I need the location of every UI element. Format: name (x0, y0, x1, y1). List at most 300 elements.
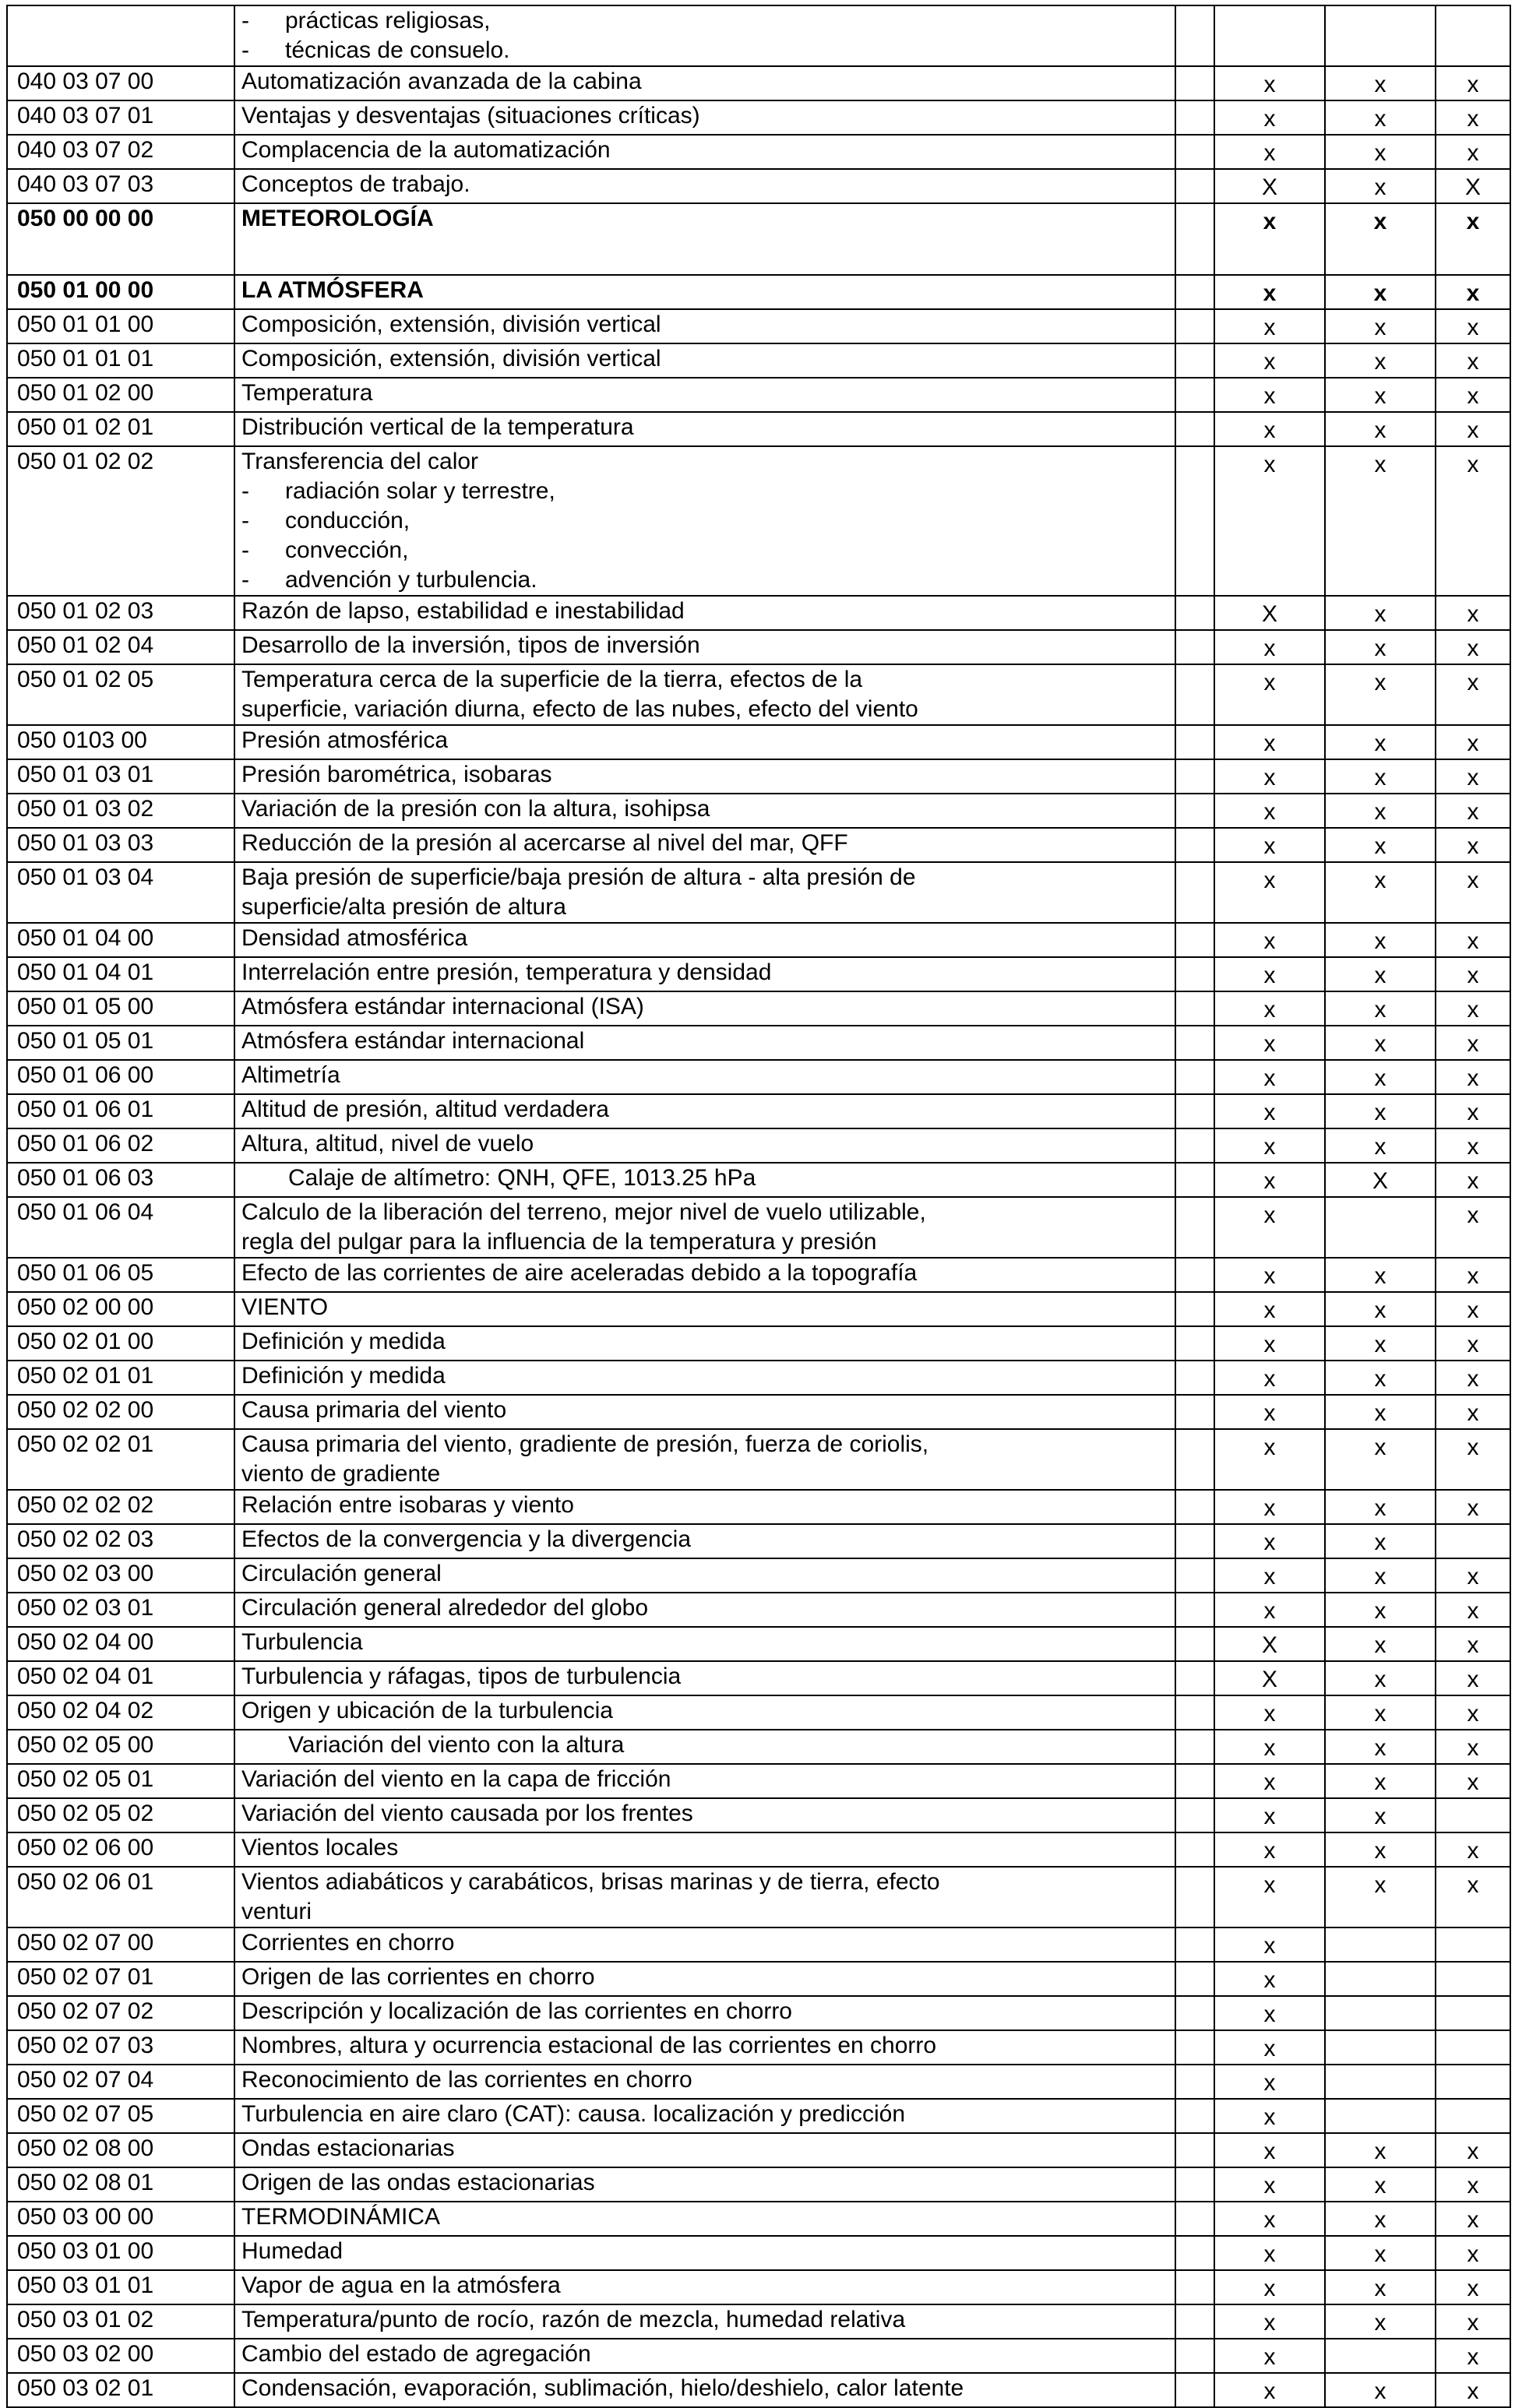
mark-cell-2: x (1325, 1395, 1436, 1429)
spacer-cell (1175, 309, 1214, 343)
spacer-cell (1175, 275, 1214, 309)
spacer-cell (1175, 2236, 1214, 2270)
spacer-cell (1175, 1661, 1214, 1695)
table-row (7, 2167, 1510, 2202)
description-line: Definición y medida (241, 1363, 446, 1389)
description-line: Vapor de agua en la atmósfera (241, 2272, 561, 2298)
mark-cell-2: x (1325, 1128, 1436, 1163)
mark-cell-3: x (1436, 1764, 1510, 1798)
spacer-cell (1175, 66, 1214, 100)
mark-cell-2: x (1325, 759, 1436, 794)
mark-cell-1: x (1214, 1927, 1325, 1962)
mark-cell-3: x (1436, 1197, 1510, 1258)
description-line: Interrelación entre presión, temperatura y densidad (241, 959, 772, 985)
description-line: LA ATMÓSFERA (241, 277, 424, 303)
item-description (234, 135, 1175, 169)
item-description (234, 66, 1175, 100)
mark-cell-1: x (1214, 2202, 1325, 2236)
mark-cell-1: X (1214, 1627, 1325, 1661)
mark-cell-2: x (1325, 1867, 1436, 1927)
item-code: 050 03 02 01 (7, 2373, 234, 2407)
mark-cell-3 (1436, 2065, 1510, 2099)
item-code: 050 02 02 03 (7, 1524, 234, 1558)
mark-cell-2 (1325, 1962, 1436, 1996)
mark-cell-1 (1214, 5, 1325, 66)
description-line: Temperatura/punto de rocío, razón de mezcla, humedad relativa (241, 2307, 906, 2332)
mark-cell-1: x (1214, 1730, 1325, 1764)
description-line: Descripción y localización de las corrientes en chorro (241, 1998, 792, 2024)
spacer-cell (1175, 630, 1214, 664)
table-row (7, 1962, 1510, 1996)
spacer-cell (1175, 794, 1214, 828)
table-row (7, 378, 1510, 412)
description-line: TERMODINÁMICA (241, 2204, 440, 2230)
mark-cell-2 (1325, 2065, 1436, 2099)
item-code: 050 02 01 01 (7, 1361, 234, 1395)
item-code: 050 02 02 02 (7, 1490, 234, 1524)
table-row (7, 1730, 1510, 1764)
description-line: - convección, (241, 537, 409, 563)
description-line: Vientos locales (241, 1835, 399, 1861)
item-code: 050 02 04 00 (7, 1627, 234, 1661)
mark-cell-1: x (1214, 1326, 1325, 1361)
description-line: Turbulencia (241, 1629, 363, 1655)
mark-cell-2 (1325, 1927, 1436, 1962)
description-line: Variación del viento causada por los frentes (241, 1801, 693, 1826)
syllabus-table-body (7, 5, 1510, 2407)
mark-cell-1: x (1214, 1292, 1325, 1326)
mark-cell-1: X (1214, 596, 1325, 630)
mark-cell-3 (1436, 1927, 1510, 1962)
item-code: 050 03 02 00 (7, 2339, 234, 2373)
item-description (234, 991, 1175, 1026)
mark-cell-3: x (1436, 446, 1510, 596)
spacer-cell (1175, 1962, 1214, 1996)
description-line: Altura, altitud, nivel de vuelo (241, 1131, 534, 1156)
table-row (7, 343, 1510, 378)
syllabus-table (6, 5, 1511, 2408)
item-description (234, 1361, 1175, 1395)
item-description (234, 2373, 1175, 2407)
description-line: superficie/alta presión de altura (241, 894, 566, 920)
item-code: 050 01 02 04 (7, 630, 234, 664)
item-code: 050 02 04 02 (7, 1695, 234, 1730)
mark-cell-3: X (1436, 169, 1510, 203)
mark-cell-3: x (1436, 1128, 1510, 1163)
description-line: Condensación, evaporación, sublimación, hielo/deshielo, calor latente (241, 2375, 964, 2401)
spacer-cell (1175, 412, 1214, 446)
item-description (234, 309, 1175, 343)
spacer-cell (1175, 1361, 1214, 1395)
mark-cell-3: x (1436, 725, 1510, 759)
mark-cell-2: x (1325, 1429, 1436, 1490)
mark-cell-1: x (1214, 1832, 1325, 1867)
spacer-cell (1175, 664, 1214, 725)
mark-cell-3: x (1436, 759, 1510, 794)
mark-cell-3: x (1436, 1094, 1510, 1128)
mark-cell-2: x (1325, 664, 1436, 725)
table-row (7, 2270, 1510, 2304)
description-line: Distribución vertical de la temperatura (241, 414, 634, 440)
spacer-cell (1175, 2373, 1214, 2407)
mark-cell-3: x (1436, 1867, 1510, 1927)
mark-cell-2: x (1325, 1593, 1436, 1627)
description-line: Altitud de presión, altitud verdadera (241, 1097, 609, 1122)
mark-cell-1: x (1214, 1962, 1325, 1996)
table-row (7, 5, 1510, 66)
item-description (234, 596, 1175, 630)
description-line: Desarrollo de la inversión, tipos de inversión (241, 632, 700, 658)
table-row (7, 1429, 1510, 1490)
mark-cell-3: x (1436, 412, 1510, 446)
table-row (7, 66, 1510, 100)
table-row (7, 1258, 1510, 1292)
table-row (7, 1524, 1510, 1558)
spacer-cell (1175, 2133, 1214, 2167)
mark-cell-1: x (1214, 203, 1325, 275)
item-description (234, 828, 1175, 862)
spacer-cell (1175, 1128, 1214, 1163)
mark-cell-1: x (1214, 957, 1325, 991)
item-description (234, 1730, 1175, 1764)
item-description (234, 5, 1175, 66)
spacer-cell (1175, 1197, 1214, 1258)
mark-cell-2 (1325, 1197, 1436, 1258)
mark-cell-1: x (1214, 923, 1325, 957)
item-code: 050 02 08 01 (7, 2167, 234, 2202)
item-description (234, 1490, 1175, 1524)
spacer-cell (1175, 1429, 1214, 1490)
description-line: Composición, extensión, división vertical (241, 312, 661, 337)
spacer-cell (1175, 1627, 1214, 1661)
mark-cell-3 (1436, 1798, 1510, 1832)
mark-cell-1: x (1214, 1026, 1325, 1060)
table-row (7, 135, 1510, 169)
table-row (7, 169, 1510, 203)
mark-cell-2: x (1325, 2167, 1436, 2202)
mark-cell-3: x (1436, 957, 1510, 991)
spacer-cell (1175, 1798, 1214, 1832)
spacer-cell (1175, 1927, 1214, 1962)
description-line: Transferencia del calor (241, 449, 479, 474)
mark-cell-3: x (1436, 378, 1510, 412)
mark-cell-3: x (1436, 1292, 1510, 1326)
item-code: 040 03 07 03 (7, 169, 234, 203)
mark-cell-2: x (1325, 1524, 1436, 1558)
mark-cell-1: x (1214, 1798, 1325, 1832)
table-row (7, 2339, 1510, 2373)
spacer-cell (1175, 991, 1214, 1026)
item-code: 050 01 03 01 (7, 759, 234, 794)
description-line: Cambio del estado de agregación (241, 2341, 591, 2367)
mark-cell-1: X (1214, 1661, 1325, 1695)
description-line: Ventajas y desventajas (situaciones críticas) (241, 103, 700, 128)
description-line: Humedad (241, 2238, 344, 2264)
description-line: VIENTO (241, 1294, 329, 1320)
table-row (7, 1094, 1510, 1128)
item-code: 050 01 05 01 (7, 1026, 234, 1060)
mark-cell-2: x (1325, 1798, 1436, 1832)
description-line: Nombres, altura y ocurrencia estacional de las corrientes en chorro (241, 2033, 937, 2058)
item-code: 050 01 06 00 (7, 1060, 234, 1094)
mark-cell-2: x (1325, 1326, 1436, 1361)
mark-cell-2: x (1325, 596, 1436, 630)
table-row (7, 630, 1510, 664)
mark-cell-1: x (1214, 1490, 1325, 1524)
item-code: 050 01 06 03 (7, 1163, 234, 1197)
mark-cell-1: x (1214, 135, 1325, 169)
mark-cell-2: x (1325, 412, 1436, 446)
mark-cell-3: x (1436, 1490, 1510, 1524)
spacer-cell (1175, 1258, 1214, 1292)
item-description (234, 794, 1175, 828)
mark-cell-3: x (1436, 343, 1510, 378)
item-description (234, 446, 1175, 596)
item-code: 050 01 02 01 (7, 412, 234, 446)
mark-cell-2 (1325, 1996, 1436, 2030)
mark-cell-3: x (1436, 1326, 1510, 1361)
mark-cell-3: x (1436, 1558, 1510, 1593)
mark-cell-3: x (1436, 828, 1510, 862)
description-line: Origen de las ondas estacionarias (241, 2170, 595, 2195)
item-description (234, 169, 1175, 203)
mark-cell-3: x (1436, 1661, 1510, 1695)
mark-cell-2: x (1325, 2236, 1436, 2270)
item-description (234, 862, 1175, 923)
mark-cell-2 (1325, 2339, 1436, 2373)
table-row (7, 794, 1510, 828)
spacer-cell (1175, 2202, 1214, 2236)
mark-cell-3: x (1436, 1060, 1510, 1094)
item-description (234, 1326, 1175, 1361)
item-code: 050 02 07 04 (7, 2065, 234, 2099)
mark-cell-3: x (1436, 1832, 1510, 1867)
mark-cell-1: x (1214, 1197, 1325, 1258)
item-description (234, 1695, 1175, 1730)
mark-cell-2: x (1325, 1832, 1436, 1867)
mark-cell-3: x (1436, 2304, 1510, 2339)
table-row (7, 2373, 1510, 2407)
table-row (7, 2099, 1510, 2133)
item-description (234, 1258, 1175, 1292)
item-description (234, 2270, 1175, 2304)
item-code: 050 00 00 00 (7, 203, 234, 275)
table-row (7, 923, 1510, 957)
mark-cell-3: x (1436, 794, 1510, 828)
item-code: 050 01 03 04 (7, 862, 234, 923)
item-description (234, 1593, 1175, 1627)
mark-cell-3: x (1436, 1429, 1510, 1490)
item-description (234, 759, 1175, 794)
item-description (234, 2167, 1175, 2202)
spacer-cell (1175, 1490, 1214, 1524)
item-description (234, 1395, 1175, 1429)
item-code: 050 02 02 00 (7, 1395, 234, 1429)
mark-cell-2: x (1325, 1026, 1436, 1060)
mark-cell-2: x (1325, 203, 1436, 275)
spacer-cell (1175, 1867, 1214, 1927)
spacer-cell (1175, 1026, 1214, 1060)
mark-cell-1: x (1214, 1558, 1325, 1593)
item-code: 050 02 02 01 (7, 1429, 234, 1490)
table-row (7, 759, 1510, 794)
table-row (7, 1558, 1510, 1593)
spacer-cell (1175, 5, 1214, 66)
description-line: Conceptos de trabajo. (241, 171, 470, 197)
table-row (7, 412, 1510, 446)
mark-cell-2: x (1325, 1060, 1436, 1094)
table-row (7, 2304, 1510, 2339)
mark-cell-1: x (1214, 991, 1325, 1026)
mark-cell-2: x (1325, 828, 1436, 862)
mark-cell-1: x (1214, 2236, 1325, 2270)
table-row (7, 991, 1510, 1026)
spacer-cell (1175, 2304, 1214, 2339)
mark-cell-1: x (1214, 2030, 1325, 2065)
mark-cell-1: x (1214, 1695, 1325, 1730)
item-code: 050 02 07 01 (7, 1962, 234, 1996)
description-line: - prácticas religiosas, (241, 8, 491, 33)
mark-cell-1: x (1214, 794, 1325, 828)
mark-cell-3 (1436, 1962, 1510, 1996)
description-line: regla del pulgar para la influencia de la temperatura y presión (241, 1229, 877, 1255)
spacer-cell (1175, 759, 1214, 794)
mark-cell-2: x (1325, 957, 1436, 991)
spacer-cell (1175, 1163, 1214, 1197)
item-code: 050 02 00 00 (7, 1292, 234, 1326)
table-row (7, 1361, 1510, 1395)
mark-cell-2: x (1325, 991, 1436, 1026)
spacer-cell (1175, 1764, 1214, 1798)
mark-cell-2 (1325, 2030, 1436, 2065)
description-line: Relación entre isobaras y viento (241, 1492, 574, 1518)
description-line: METEOROLOGÍA (241, 206, 434, 231)
table-row (7, 1996, 1510, 2030)
spacer-cell (1175, 2270, 1214, 2304)
item-code: 050 01 01 01 (7, 343, 234, 378)
table-row (7, 1197, 1510, 1258)
item-code: 050 01 02 05 (7, 664, 234, 725)
mark-cell-3: x (1436, 1258, 1510, 1292)
mark-cell-3: x (1436, 66, 1510, 100)
mark-cell-2: x (1325, 1661, 1436, 1695)
mark-cell-1: x (1214, 2065, 1325, 2099)
item-code: 050 01 06 05 (7, 1258, 234, 1292)
mark-cell-3: x (1436, 596, 1510, 630)
mark-cell-3: x (1436, 630, 1510, 664)
table-row (7, 203, 1510, 275)
item-description (234, 2099, 1175, 2133)
mark-cell-2: x (1325, 794, 1436, 828)
item-description (234, 1832, 1175, 1867)
description-line: viento de gradiente (241, 1461, 441, 1487)
mark-cell-3: x (1436, 923, 1510, 957)
table-row (7, 1593, 1510, 1627)
table-row (7, 862, 1510, 923)
item-description (234, 343, 1175, 378)
table-row (7, 1128, 1510, 1163)
mark-cell-3: x (1436, 1593, 1510, 1627)
mark-cell-3 (1436, 5, 1510, 66)
table-row (7, 100, 1510, 135)
description-line: - radiación solar y terrestre, (241, 478, 555, 504)
mark-cell-3: x (1436, 1163, 1510, 1197)
mark-cell-2: x (1325, 725, 1436, 759)
table-row (7, 2065, 1510, 2099)
description-line: Causa primaria del viento (241, 1397, 507, 1423)
mark-cell-1: x (1214, 2270, 1325, 2304)
item-description (234, 2304, 1175, 2339)
spacer-cell (1175, 2099, 1214, 2133)
spacer-cell (1175, 1292, 1214, 1326)
spacer-cell (1175, 135, 1214, 169)
mark-cell-2 (1325, 2099, 1436, 2133)
mark-cell-1: x (1214, 100, 1325, 135)
item-description (234, 1197, 1175, 1258)
table-row (7, 1060, 1510, 1094)
spacer-cell (1175, 203, 1214, 275)
mark-cell-2: x (1325, 1292, 1436, 1326)
mark-cell-2: x (1325, 135, 1436, 169)
item-description (234, 1867, 1175, 1927)
table-row (7, 725, 1510, 759)
item-description (234, 1429, 1175, 1490)
mark-cell-1: x (1214, 1163, 1325, 1197)
mark-cell-2: x (1325, 100, 1436, 135)
item-code: 050 01 03 03 (7, 828, 234, 862)
item-description (234, 1927, 1175, 1962)
table-row (7, 2133, 1510, 2167)
spacer-cell (1175, 446, 1214, 596)
mark-cell-3: x (1436, 1395, 1510, 1429)
description-line: Densidad atmosférica (241, 925, 468, 951)
mark-cell-1: x (1214, 1128, 1325, 1163)
item-code: 050 01 06 02 (7, 1128, 234, 1163)
mark-cell-3: x (1436, 2236, 1510, 2270)
item-code: 050 02 01 00 (7, 1326, 234, 1361)
mark-cell-3: x (1436, 2373, 1510, 2407)
mark-cell-1: x (1214, 828, 1325, 862)
item-code: 050 02 06 00 (7, 1832, 234, 1867)
item-code: 050 01 03 02 (7, 794, 234, 828)
description-line: Variación del viento en la capa de fricción (241, 1766, 671, 1792)
item-code: 050 02 05 01 (7, 1764, 234, 1798)
mark-cell-2: x (1325, 2270, 1436, 2304)
mark-cell-1: x (1214, 630, 1325, 664)
mark-cell-1: x (1214, 862, 1325, 923)
item-description (234, 2202, 1175, 2236)
mark-cell-1: x (1214, 1524, 1325, 1558)
spacer-cell (1175, 100, 1214, 135)
table-row (7, 1927, 1510, 1962)
mark-cell-1: x (1214, 664, 1325, 725)
mark-cell-2: x (1325, 1695, 1436, 1730)
mark-cell-1: x (1214, 2133, 1325, 2167)
table-row (7, 1764, 1510, 1798)
item-description (234, 1524, 1175, 1558)
item-code (7, 5, 234, 66)
mark-cell-1: x (1214, 2339, 1325, 2373)
mark-cell-1: x (1214, 2304, 1325, 2339)
item-description (234, 1764, 1175, 1798)
description-line: Origen de las corrientes en chorro (241, 1964, 595, 1990)
mark-cell-3: x (1436, 2167, 1510, 2202)
description-line: Presión barométrica, isobaras (241, 762, 552, 787)
table-row (7, 664, 1510, 725)
spacer-cell (1175, 378, 1214, 412)
mark-cell-2: x (1325, 446, 1436, 596)
mark-cell-2: x (1325, 1764, 1436, 1798)
